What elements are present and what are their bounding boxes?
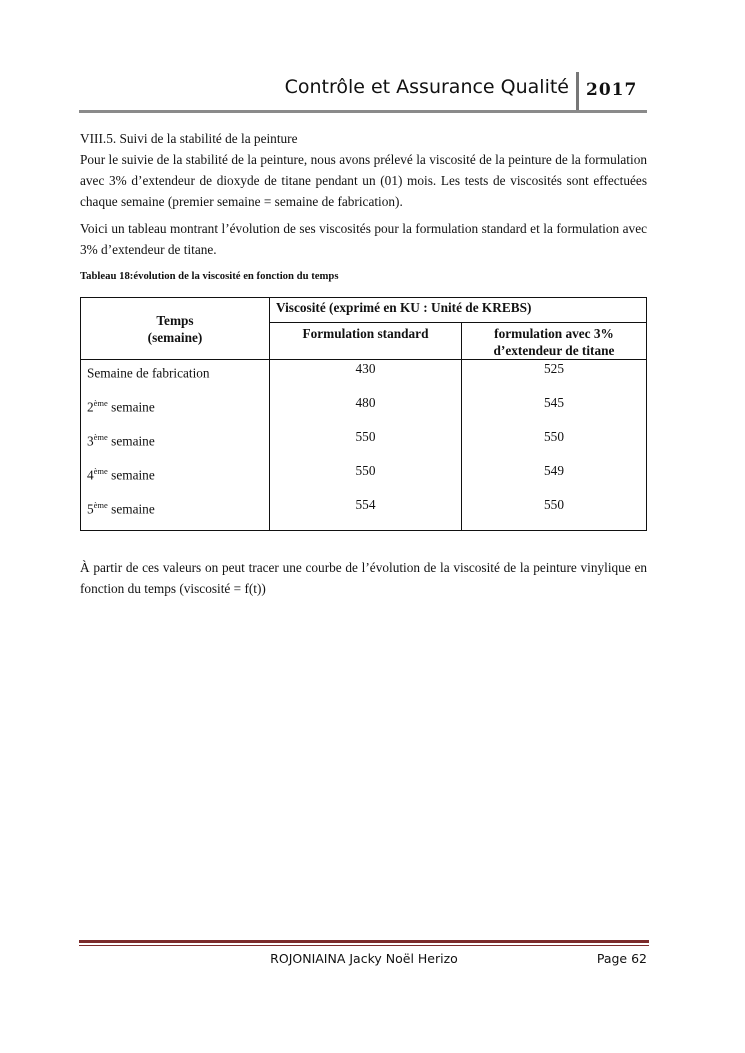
table-row bbox=[81, 428, 647, 462]
row-standard: 480 bbox=[270, 394, 462, 428]
page-footer bbox=[79, 940, 649, 980]
footer-author: ROJONIAINA Jacky Noël Herizo bbox=[270, 951, 458, 966]
header-temps bbox=[81, 298, 270, 360]
header-temps-line2: (semaine) bbox=[147, 329, 203, 345]
conclusion-paragraph: À partir de ces valeurs on peut tracer une courbe de l’évolution de la viscosité de la peinture vinylique en fonction du temps (viscosité = f(t)) bbox=[80, 560, 647, 596]
header-year: 2017 bbox=[586, 80, 638, 100]
row-titane: 545 bbox=[461, 394, 646, 428]
viscosity-table bbox=[80, 297, 647, 531]
table-row bbox=[81, 462, 647, 496]
row-label: Semaine de fabrication bbox=[81, 360, 270, 395]
footer-rule-thin bbox=[79, 945, 649, 946]
row-label: 5ème semaine bbox=[81, 496, 270, 531]
header-separator bbox=[576, 72, 579, 110]
header-titane-line1: formulation avec 3% bbox=[494, 326, 614, 341]
header-rule bbox=[79, 110, 647, 113]
page-number: Page 62 bbox=[596, 951, 647, 966]
header-titane bbox=[461, 323, 646, 360]
row-label: 2ème semaine bbox=[81, 394, 270, 428]
row-titane: 550 bbox=[461, 496, 646, 531]
row-standard: 554 bbox=[270, 496, 462, 531]
table-row bbox=[81, 496, 647, 531]
row-label: 3ème semaine bbox=[81, 428, 270, 462]
section-title: VIII.5. Suivi de la stabilité de la peinture bbox=[80, 131, 298, 146]
row-titane: 549 bbox=[461, 462, 646, 496]
table-caption: Tableau 18:évolution de la viscosité en fonction du temps bbox=[80, 270, 339, 282]
table-row bbox=[81, 394, 647, 428]
table-row bbox=[81, 360, 647, 395]
row-titane: 525 bbox=[461, 360, 646, 395]
footer-rule bbox=[79, 940, 649, 943]
paragraph-2: Voici un tableau montrant l’évolution de ses viscosités pour la formulation standard et la formulation avec 3% d’extendeur de titane. bbox=[80, 221, 647, 257]
row-titane: 550 bbox=[461, 428, 646, 462]
row-label: 4ème semaine bbox=[81, 462, 270, 496]
header-temps-line1: Temps bbox=[156, 312, 194, 328]
paragraph-1: Pour le suivie de la stabilité de la peinture, nous avons prélevé la viscosité de la peinture de la formulation avec 3% d’extendeur de dioxyde de titane pendant un (01) mois. Les tests de viscosités sont effectuées chaque semaine (premier semaine = semaine de fabrication). bbox=[80, 152, 647, 209]
page-content bbox=[80, 128, 647, 605]
row-standard: 430 bbox=[270, 360, 462, 395]
header-standard: Formulation standard bbox=[270, 323, 462, 360]
row-standard: 550 bbox=[270, 462, 462, 496]
header-titane-line2: d’extendeur de titane bbox=[493, 343, 615, 358]
row-standard: 550 bbox=[270, 428, 462, 462]
header-title: Contrôle et Assurance Qualité bbox=[284, 76, 569, 98]
header-viscosite: Viscosité (exprimé en KU : Unité de KREBS) bbox=[270, 298, 647, 323]
page-header bbox=[79, 72, 647, 112]
